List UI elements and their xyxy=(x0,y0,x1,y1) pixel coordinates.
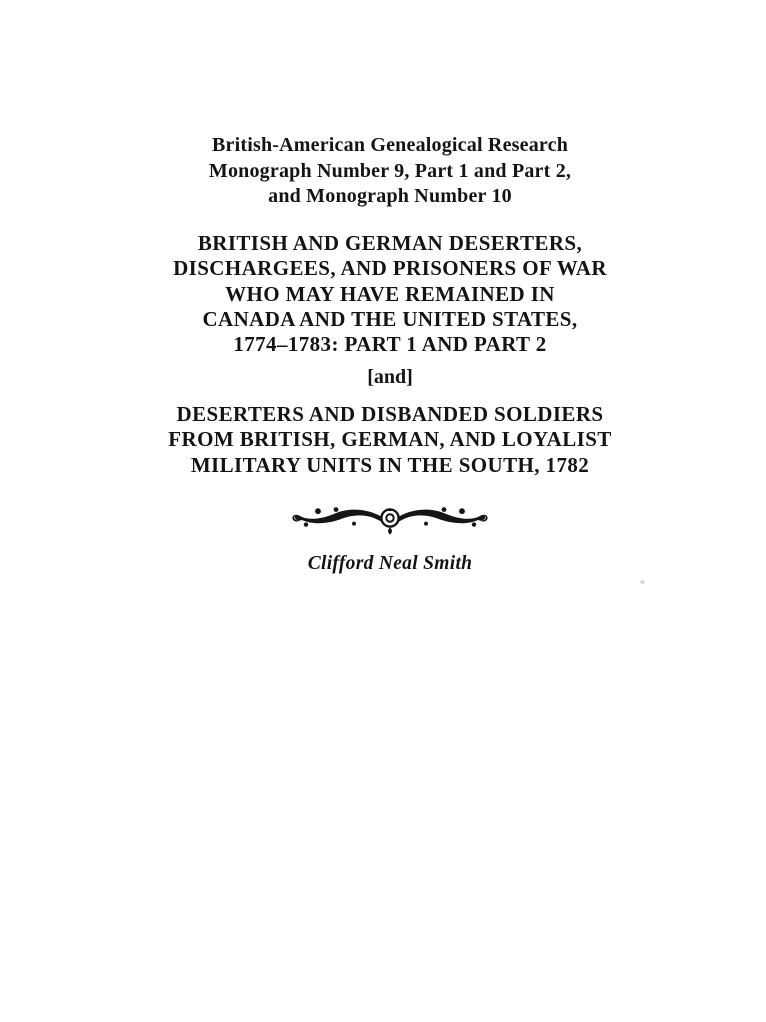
primary-title-line: WHO MAY HAVE REMAINED IN xyxy=(225,281,555,306)
secondary-title-line: DESERTERS AND DISBANDED SOLDIERS xyxy=(176,402,604,426)
secondary-title-line: MILITARY UNITS IN THE SOUTH, 1782 xyxy=(190,452,590,477)
fleuron-divider-icon xyxy=(7,506,766,536)
series-header-line: and Monograph Number 10 xyxy=(268,185,512,207)
series-header-line: British-American Genealogical Research xyxy=(211,134,569,156)
primary-title-line: CANADA AND THE UNITED STATES, xyxy=(202,306,578,331)
scan-artifact-speck xyxy=(640,580,645,584)
connector-and-label: [and] xyxy=(367,366,413,388)
series-header-line: Monograph Number 9, Part 1 and Part 2, xyxy=(208,159,572,182)
primary-title-line: DISCHARGEES, AND PRISONERS OF WAR xyxy=(173,256,607,281)
secondary-title xyxy=(7,402,766,478)
author-name: Clifford Neal Smith xyxy=(307,553,473,574)
secondary-title-line: FROM BRITISH, GERMAN, AND LOYALIST xyxy=(168,427,612,452)
primary-title-line: BRITISH AND GERMAN DESERTERS, xyxy=(197,231,583,255)
primary-title xyxy=(7,231,766,357)
primary-title-line: 1774–1783: PART 1 AND PART 2 xyxy=(233,332,547,357)
series-header xyxy=(7,133,766,210)
title-page-content xyxy=(7,0,766,1022)
